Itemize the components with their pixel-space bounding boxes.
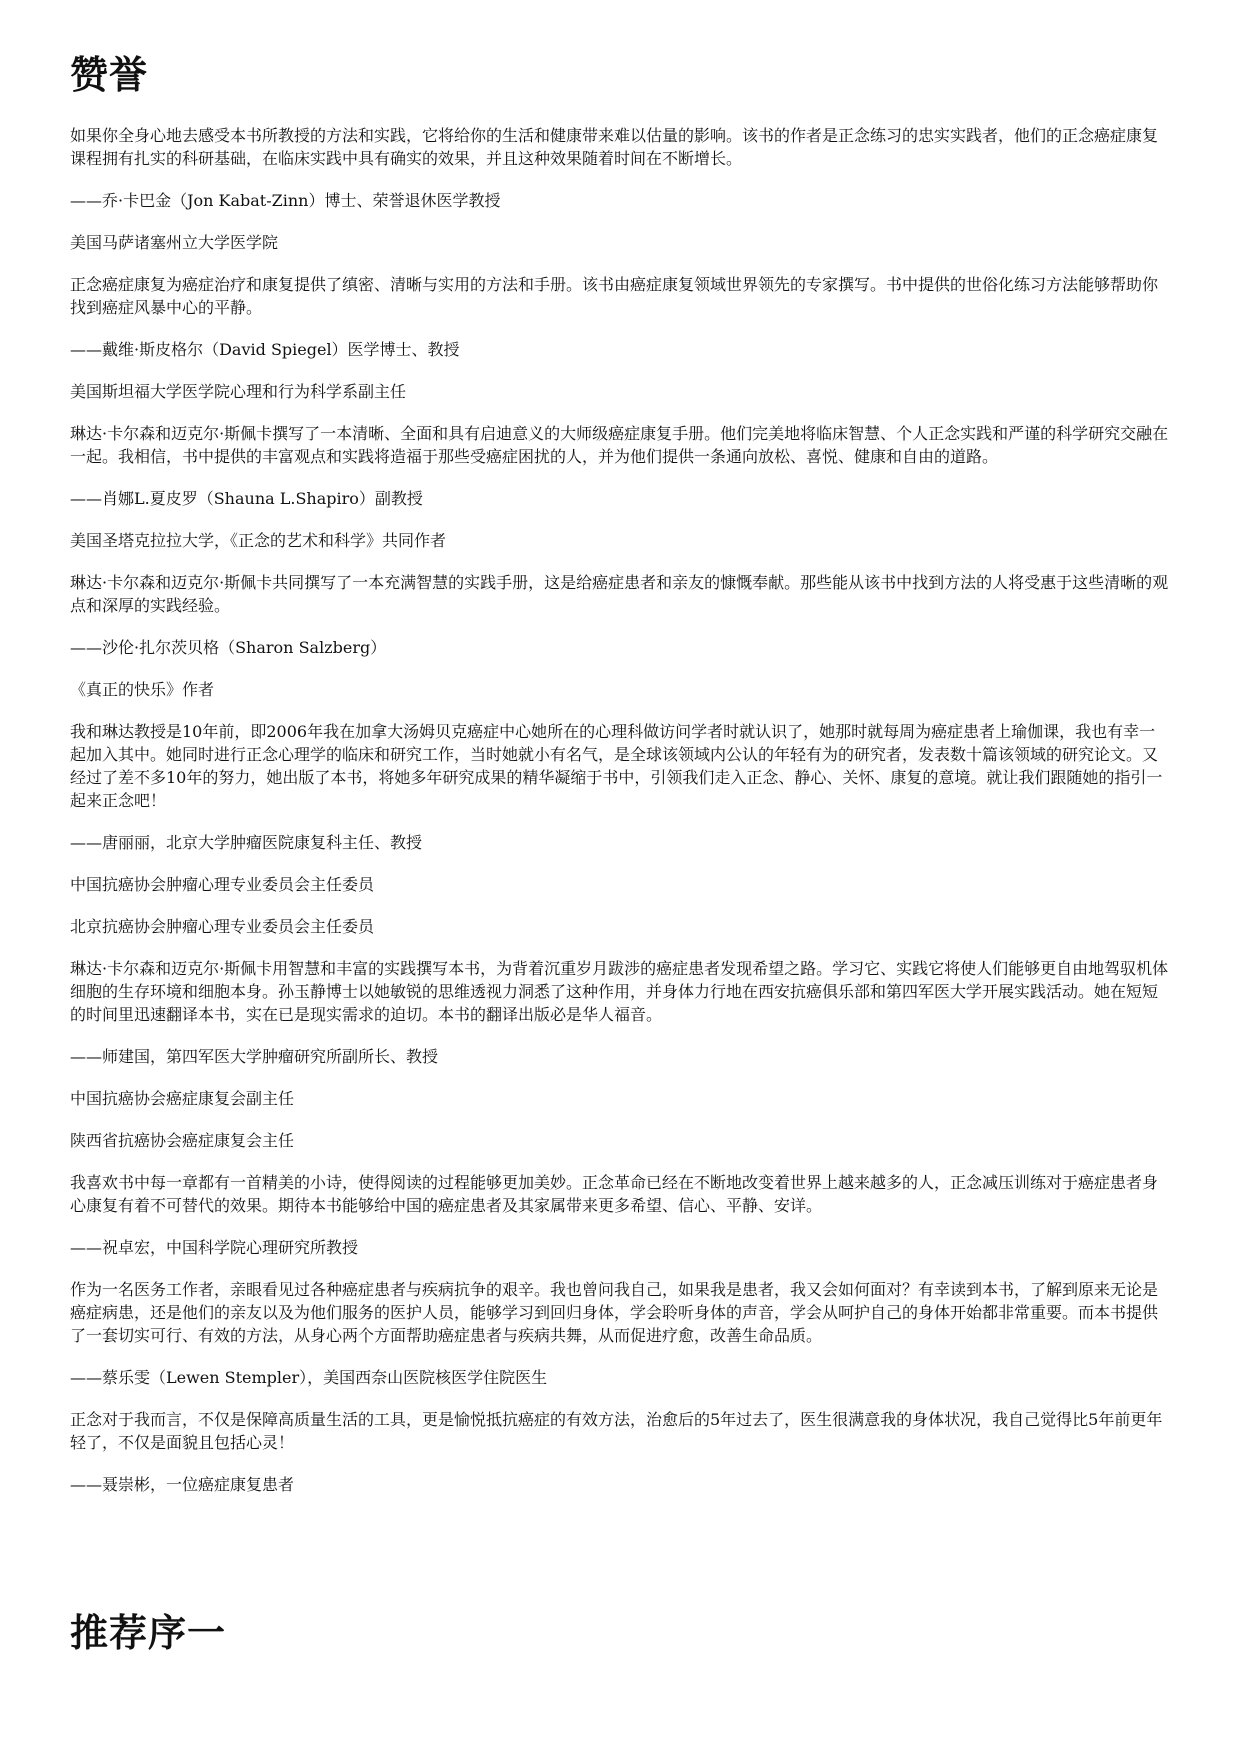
praise-attribution: ——唐丽丽，北京大学肿瘤医院康复科主任、教授 (70, 832, 423, 852)
praise-affiliation: 中国抗癌协会肿瘤心理专业委员会主任委员 (70, 874, 375, 894)
praise-paragraph: 琳达·卡尔森和迈克尔·斯佩卡共同撰写了一本充满智慧的实践手册，这是给癌症患者和亲友的慷慨奉献。那些能从该书中找到方法的人将受惠于这些清晰的观点和深厚的实践经验。 (70, 572, 1169, 615)
praise-paragraph: 我和琳达教授是10年前，即2006年我在加拿大汤姆贝克癌症中心她所在的心理科做访问学者时就认识了，她那时就每周为癌症患者上瑜伽课，我也有幸一起加入其中。她同时进行正念心理学的临床和研究工作，当时她就小有名气，是全球该领域内公认的年轻有为的研究者，发表数十篇该领域的研究论文。又经过了差不多10年的努力，她出版了本书，将她多年研究成果的精华凝缩于书中，引领我们走入正念、静心、关怀、康复的意境。就让我们跟随她的指引一起来正念吧！ (70, 721, 1163, 810)
praise-paragraph: 琳达·卡尔森和迈克尔·斯佩卡撰写了一本清晰、全面和具有启迪意义的大师级癌症康复手册。他们完美地将临床智慧、个人正念实践和严谨的科学研究交融在一起。我相信，书中提供的丰富观点和实践将造福于那些受癌症困扰的人，并为他们提供一条通向放松、喜悦、健康和自由的道路。 (70, 423, 1169, 466)
foreword-heading: 推荐序一 (70, 1610, 227, 1655)
praise-attribution: ——戴维·斯皮格尔（David Spiegel）医学博士、教授 (70, 339, 460, 359)
praise-paragraph: 正念癌症康复为癌症治疗和康复提供了缜密、清晰与实用的方法和手册。该书由癌症康复领域世界领先的专家撰写。书中提供的世俗化练习方法能够帮助你找到癌症风暴中心的平静。 (70, 274, 1159, 317)
praise-paragraph: 作为一名医务工作者，亲眼看见过各种癌症患者与疾病抗争的艰辛。我也曾问我自己，如果我是患者，我又会如何面对？有幸读到本书，了解到原来无论是癌症病患，还是他们的亲友以及为他们服务的医护人员，能够学习到回归身体，学会聆听身体的声音，学会从呵护自己的身体开始都非常重要。而本书提供了一套切实可行、有效的方法，从身心两个方面帮助癌症患者与疾病共舞，从而促进疗愈，改善生命品质。 (70, 1279, 1159, 1345)
praise-attribution: ——师建国，第四军医大学肿瘤研究所副所长、教授 (70, 1046, 439, 1066)
praise-affiliation: 美国圣塔克拉拉大学，《正念的艺术和科学》共同作者 (70, 530, 447, 550)
praise-affiliation: 《真正的快乐》作者 (70, 679, 215, 699)
praise-affiliation: 北京抗癌协会肿瘤心理专业委员会主任委员 (70, 916, 375, 936)
praise-attribution: ——蔡乐雯（Lewen Stempler），美国西奈山医院核医学住院医生 (70, 1367, 548, 1387)
foreword-section (70, 1610, 226, 1656)
praise-affiliation: 美国斯坦福大学医学院心理和行为科学系副主任 (70, 381, 407, 401)
praise-paragraph: 我喜欢书中每一章都有一首精美的小诗，使得阅读的过程能够更加美妙。正念革命已经在不断地改变着世界上越来越多的人，正念减压训练对于癌症患者身心康复有着不可替代的效果。期待本书能够给中国的癌症患者及其家属带来更多希望、信心、平静、安详。 (70, 1172, 1159, 1215)
praise-affiliation: 陕西省抗癌协会癌症康复会主任 (70, 1130, 295, 1150)
praise-affiliation: 美国马萨诸塞州立大学医学院 (70, 232, 279, 252)
praise-attribution: ——乔·卡巴金（Jon Kabat-Zinn）博士、荣誉退休医学教授 (70, 190, 501, 210)
praise-attribution: ——肖娜L.夏皮罗（Shauna L.Shapiro）副教授 (70, 488, 423, 508)
praise-paragraph: 正念对于我而言，不仅是保障高质量生活的工具，更是愉悦抵抗癌症的有效方法，治愈后的5年过去了，医生很满意我的身体状况，我自己觉得比5年前更年轻了，不仅是面貌且包括心灵！ (70, 1409, 1163, 1452)
praise-affiliation: 中国抗癌协会癌症康复会副主任 (70, 1088, 295, 1108)
praise-paragraph: 琳达·卡尔森和迈克尔·斯佩卡用智慧和丰富的实践撰写本书，为背着沉重岁月跋涉的癌症患者发现希望之路。学习它、实践它将使人们能够更自由地驾驭机体细胞的生存环境和细胞本身。孙玉静博士以她敏锐的思维透视力洞悉了这种作用，并身体力行地在西安抗癌俱乐部和第四军医大学开展实践活动。她在短短的时间里迅速翻译本书，实在已是现实需求的迫切。本书的翻译出版必是华人福音。 (70, 958, 1169, 1024)
praise-heading: 赞誉 (70, 52, 149, 97)
praise-attribution: ——聂崇彬，一位癌症康复患者 (70, 1474, 295, 1494)
praise-attribution: ——沙伦·扎尔茨贝格（Sharon Salzberg） (70, 637, 387, 657)
praise-section (70, 52, 1170, 1496)
praise-paragraph: 如果你全身心地去感受本书所教授的方法和实践，它将给你的生活和健康带来难以估量的影响。该书的作者是正念练习的忠实实践者，他们的正念癌症康复课程拥有扎实的科研基础，在临床实践中具有确实的效果，并且这种效果随着时间在不断增长。 (70, 125, 1159, 168)
praise-attribution: ——祝卓宏，中国科学院心理研究所教授 (70, 1237, 359, 1257)
